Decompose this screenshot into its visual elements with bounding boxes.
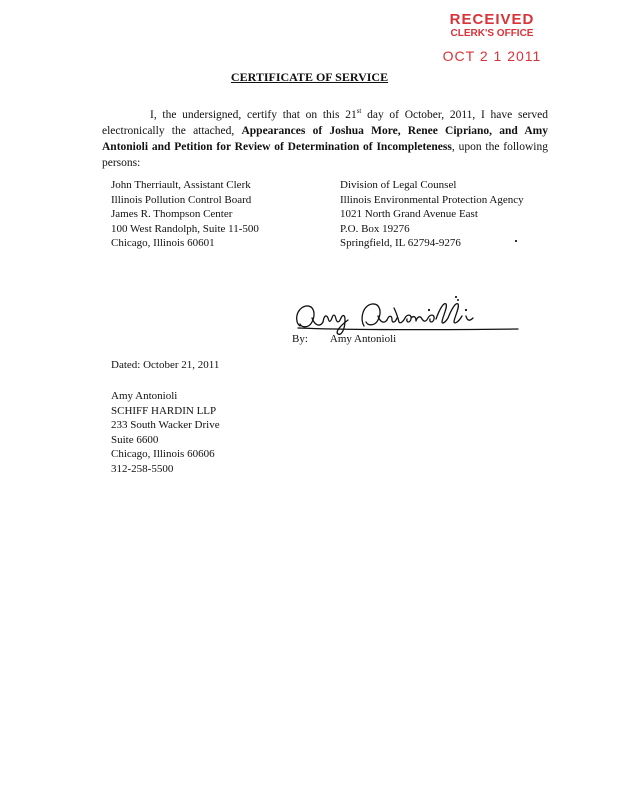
body-text-2: day of October, 2011, I have served electronically the attached, — [102, 108, 548, 137]
stamp-date-text: OCT 2 1 2011 — [442, 48, 542, 64]
certification-paragraph — [102, 107, 548, 171]
sender-line: Amy Antonioli — [111, 390, 178, 402]
address-line: Division of Legal Counsel — [340, 179, 457, 191]
page-title: CERTIFICATE OF SERVICE — [230, 70, 389, 84]
address-line: John Therriault, Assistant Clerk — [111, 179, 251, 191]
served-documents: Appearances of Joshua More, Renee Cipriano, and Amy Antonioli and Petition for Review of Determination of Incompleteness — [102, 124, 548, 153]
received-stamp — [432, 12, 552, 64]
signature-by-line — [292, 333, 396, 345]
address-line: Illinois Environmental Protection Agency — [340, 193, 524, 206]
address-line: Springfield, IL 62794-9276 — [340, 237, 461, 249]
sender-line: Suite 6600 — [111, 433, 159, 446]
recipient-address-epa — [340, 178, 524, 251]
address-line: James R. Thompson Center — [111, 208, 233, 220]
address-line: Illinois Pollution Control Board — [111, 193, 252, 206]
by-label: By: — [292, 333, 308, 345]
body-text-3: , upon the following persons: — [102, 140, 548, 169]
body-text-1: I, the undersigned, certify that on this 21 — [150, 108, 357, 121]
address-line: 100 West Randolph, Suite 11-500 — [111, 222, 259, 235]
address-line: Chicago, Illinois 60601 — [111, 237, 215, 249]
signer-name: Amy Antonioli — [329, 333, 397, 345]
sender-block — [111, 389, 220, 476]
ordinal-suffix: st — [356, 106, 362, 115]
recipient-address-clerk — [111, 178, 259, 251]
sender-line: Chicago, Illinois 60606 — [111, 448, 215, 460]
stamp-office-text: CLERK'S OFFICE — [450, 28, 534, 39]
sender-line: 233 South Wacker Drive — [111, 419, 220, 431]
scan-speck — [455, 296, 457, 298]
address-line: 1021 North Grand Avenue East — [340, 208, 478, 220]
date-line: Dated: October 21, 2011 — [111, 359, 220, 371]
sender-line: SCHIFF HARDIN LLP — [111, 404, 217, 417]
address-line: P.O. Box 19276 — [340, 222, 410, 235]
stamp-received-text: RECEIVED — [449, 11, 535, 28]
scan-speck — [515, 240, 517, 242]
handwritten-signature — [290, 296, 522, 338]
sender-line: 312-258-5500 — [111, 462, 174, 475]
